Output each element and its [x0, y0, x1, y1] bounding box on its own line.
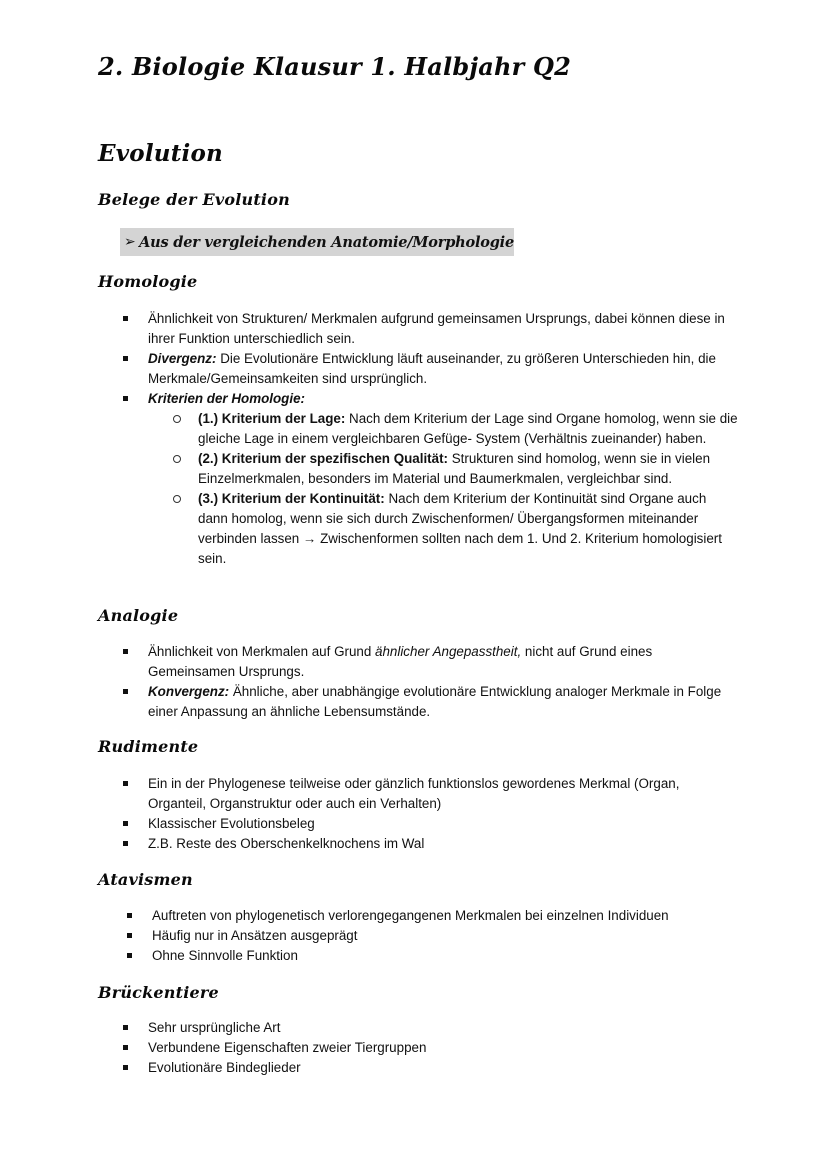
rudimente-heading: Rudimente [98, 737, 199, 756]
square-bullet-icon [123, 841, 128, 846]
analogie-heading: Analogie [98, 606, 179, 625]
circle-bullet-icon [173, 455, 181, 463]
square-bullet-icon [123, 1025, 128, 1030]
list-item: Divergenz: Die Evolutionäre Entwicklung läuft auseinander, zu größeren Unterschieden hin, die Merkmale/Gemeinsamkeiten sind ursprünglich. [148, 349, 733, 389]
list-item: Z.B. Reste des Oberschenkelknochens im Wal [148, 834, 728, 854]
atavismen-list [152, 906, 752, 966]
square-bullet-icon [123, 821, 128, 826]
arrow-bullet-icon: ➢ [124, 234, 136, 250]
list-item: Auftreten von phylogenetisch verlorengegangenen Merkmalen bei einzelnen Individuen [152, 906, 752, 926]
section-banner [120, 228, 514, 256]
analogie-list [148, 642, 723, 722]
banner-text: Aus der vergleichenden Anatomie/Morphologie [139, 233, 514, 251]
square-bullet-icon [123, 316, 128, 321]
square-bullet-icon [127, 913, 132, 918]
term-label: Konvergenz: [148, 684, 230, 699]
square-bullet-icon [123, 1045, 128, 1050]
square-bullet-icon [123, 396, 128, 401]
list-item: Ohne Sinnvolle Funktion [152, 946, 752, 966]
subtopic-heading: Belege der Evolution [98, 190, 290, 209]
list-item: (3.) Kriterium der Kontinuität: Nach dem Kriterium der Kontinuität sind Organe auch dann homolog, wenn sie sich durch Zwischenformen/ Übergangsformen miteinander verbinden lassen → Zwischenformen sollten nach dem 1. Und 2. Kriterium homologisiert sein. [198, 489, 738, 569]
term-label: Kriterien der Homologie: [148, 391, 305, 406]
homologie-list [148, 309, 738, 569]
list-item: (1.) Kriterium der Lage: Nach dem Kriterium der Lage sind Organe homolog, wenn sie die gleiche Lage in einem vergleichbaren Gefüge- System (Verhältnis zueinander) haben. [198, 409, 738, 449]
square-bullet-icon [123, 781, 128, 786]
term-label: Divergenz: [148, 351, 217, 366]
square-bullet-icon [123, 356, 128, 361]
list-item: Sehr ursprüngliche Art [148, 1018, 648, 1038]
list-item: Ein in der Phylogenese teilweise oder gänzlich funktionslos gewordenes Merkmal (Organ, Organteil, Organstruktur oder auch ein Verhalten) [148, 774, 728, 814]
square-bullet-icon [123, 1065, 128, 1070]
list-item [148, 389, 738, 569]
list-item: Konvergenz: Ähnliche, aber unabhängige evolutionäre Entwicklung analoger Merkmale in Folge einer Anpassung an ähnliche Lebensumstände. [148, 682, 723, 722]
atavismen-heading: Atavismen [98, 870, 193, 889]
homologie-heading: Homologie [98, 272, 198, 291]
square-bullet-icon [127, 953, 132, 958]
brueckentiere-list [148, 1018, 648, 1078]
list-item: Evolutionäre Bindeglieder [148, 1058, 648, 1078]
square-bullet-icon [123, 649, 128, 654]
square-bullet-icon [127, 933, 132, 938]
list-item: Verbundene Eigenschaften zweier Tiergruppen [148, 1038, 648, 1058]
list-item: Ähnlichkeit von Strukturen/ Merkmalen aufgrund gemeinsamen Ursprungs, dabei können diese in ihrer Funktion unterschiedlich sein. [148, 309, 733, 349]
brueckentiere-heading: Brückentiere [98, 983, 219, 1002]
circle-bullet-icon [173, 495, 181, 503]
list-item: Klassischer Evolutionsbeleg [148, 814, 728, 834]
circle-bullet-icon [173, 415, 181, 423]
topic-heading: Evolution [98, 140, 223, 167]
list-item: Häufig nur in Ansätzen ausgeprägt [152, 926, 752, 946]
list-item: (2.) Kriterium der spezifischen Qualität: Strukturen sind homolog, wenn sie in vielen Einzelmerkmalen, besonders im Material und Baumerkmalen, vergleichbar sind. [198, 449, 738, 489]
page-title: 2. Biologie Klausur 1. Halbjahr Q2 [98, 52, 572, 81]
list-item: Ähnlichkeit von Merkmalen auf Grund ähnlicher Angepasstheit, nicht auf Grund eines Gemeinsamen Ursprungs. [148, 642, 723, 682]
square-bullet-icon [123, 689, 128, 694]
rudimente-list [148, 774, 728, 854]
criteria-list [148, 409, 738, 569]
